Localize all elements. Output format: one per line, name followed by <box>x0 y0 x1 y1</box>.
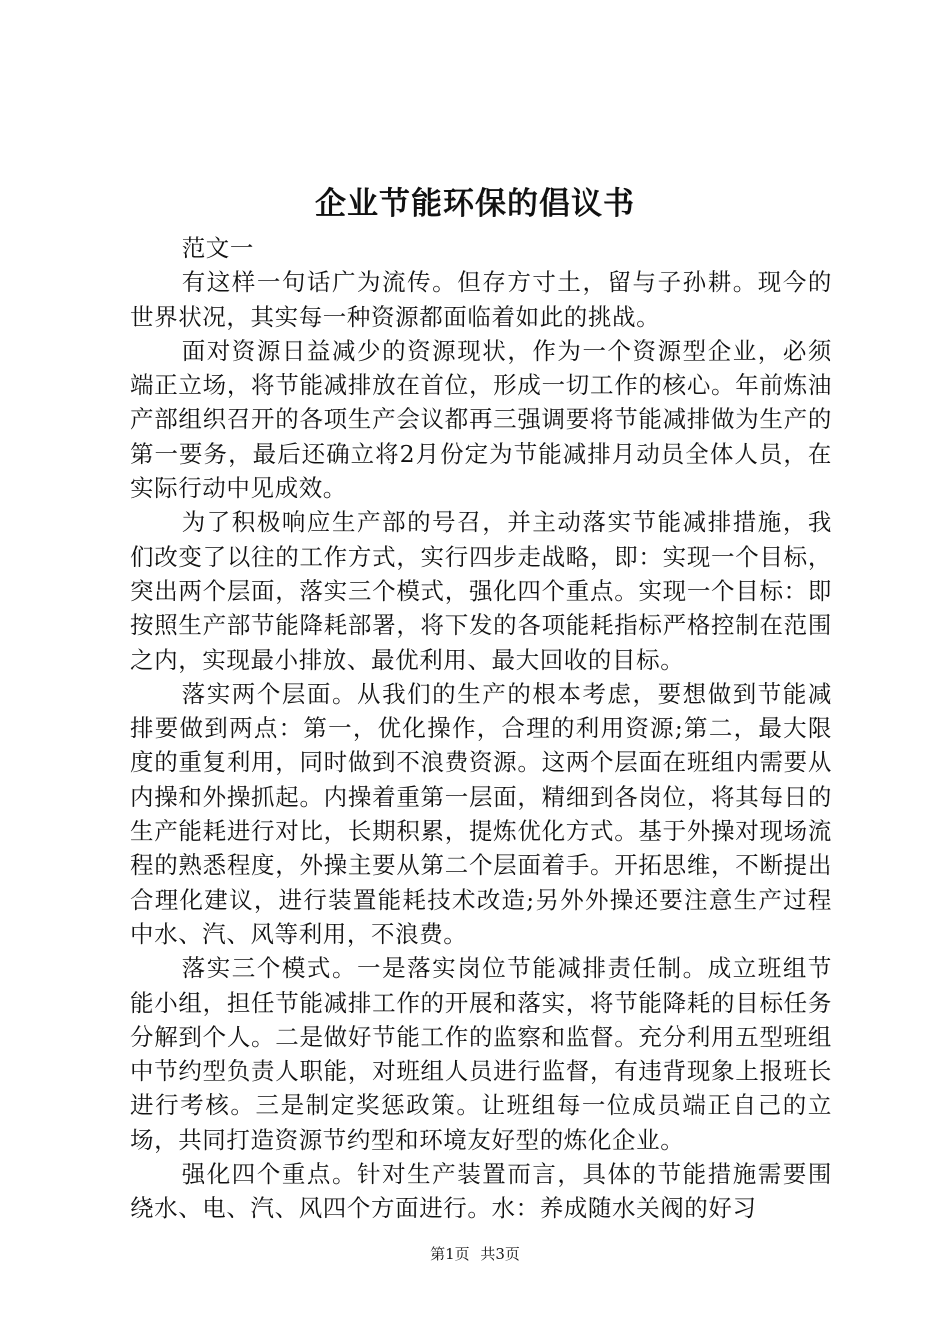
paragraph: 强化四个重点。针对生产装置而言，具体的节能措施需要围绕水、电、汽、风四个方面进行。水：养成随水关阀的好习 <box>130 1160 832 1223</box>
paragraph: 为了积极响应生产部的号召，并主动落实节能减排措施，我们改变了以往的工作方式，实行四步走战略，即：实现一个目标，突出两个层面，落实三个模式，强化四个重点。实现一个目标：即按照生产部节能降耗部署，将下发的各项能耗指标严格控制在范围之内，实现最小排放、最优利用、最大回收的目标。 <box>130 508 832 674</box>
page-total: 共3页 <box>480 1245 520 1263</box>
section-label: 范文一 <box>181 234 254 262</box>
paragraph: 有这样一句话广为流传。但存方寸土，留与子孙耕。现今的世界状况，其实每一种资源都面临着如此的挑战。 <box>130 268 832 331</box>
paragraph: 落实两个层面。从我们的生产的根本考虑，要想做到节能减排要做到两点：第一，优化操作，合理的利用资源;第二，最大限度的重复利用，同时做到不浪费资源。这两个层面在班组内需要从内操和外操抓起。内操着重第一层面，精细到各岗位，将其每日的生产能耗进行对比，长期积累，提炼优化方式。基于外操对现场流程的熟悉程度，外操主要从第二个层面着手。开拓思维，不断提出合理化建议，进行装置能耗技术改造;另外外操还要注意生产过程中水、汽、风等利用，不浪费。 <box>130 679 832 948</box>
document-body <box>130 231 832 1226</box>
page-number: 第1页 <box>430 1245 470 1263</box>
page-footer <box>0 1243 950 1265</box>
paragraph: 落实三个模式。一是落实岗位节能减排责任制。成立班组节能小组，担任节能减排工作的开展和落实，将节能降耗的目标任务分解到个人。二是做好节能工作的监察和监督。充分利用五型班组中节约型负责人职能，对班组人员进行监督，有违背现象上报班长进行考核。三是制定奖惩政策。让班组每一位成员端正自己的立场，共同打造资源节约型和环境友好型的炼化企业。 <box>130 954 832 1154</box>
paragraph: 面对资源日益减少的资源现状，作为一个资源型企业，必须端正立场，将节能减排放在首位，形成一切工作的核心。年前炼油产部组织召开的各项生产会议都再三强调要将节能减排做为生产的第一要务，最后还确立将2月份定为节能减排月动员全体人员，在实际行动中见成效。 <box>130 336 832 503</box>
document-title: 企业节能环保的倡议书 <box>315 186 635 222</box>
